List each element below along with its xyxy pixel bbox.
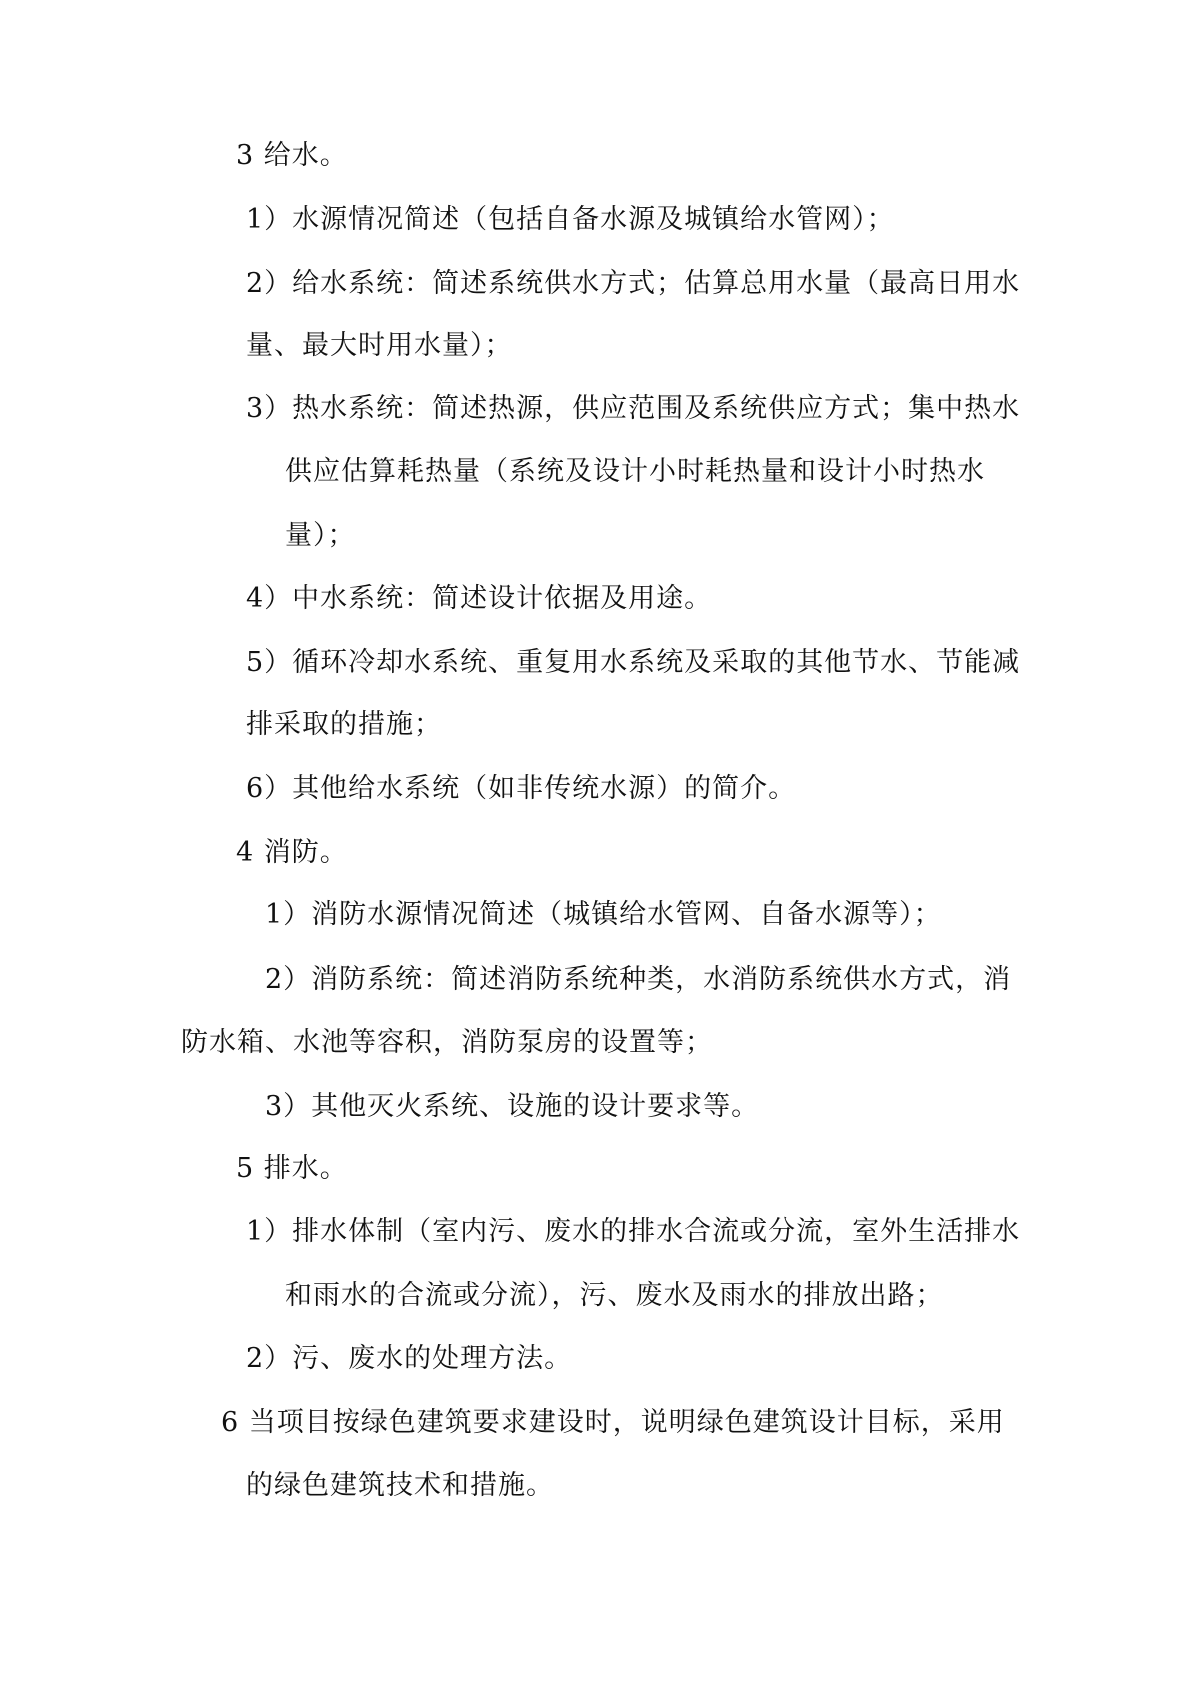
list-item: 3）其他灭火系统、设施的设计要求等。 [265, 1091, 760, 1122]
list-item: 5）循环冷却水系统、重复用水系统及采取的其他节水、节能减 [246, 647, 1021, 678]
list-item-continuation: 和雨水的合流或分流），污、废水及雨水的排放出路； [285, 1280, 944, 1311]
list-item: 4）中水系统：简述设计依据及用途。 [246, 583, 713, 614]
list-item-continuation: 防水箱、水池等容积，消防泵房的设置等； [181, 1027, 713, 1058]
section-heading-fire-protection: 4 消防。 [236, 837, 348, 868]
list-item: 6）其他给水系统（如非传统水源）的简介。 [246, 773, 797, 804]
list-item-continuation: 量、最大时用水量）； [246, 330, 513, 361]
list-item-continuation: 量）； [285, 520, 356, 551]
list-item: 1）水源情况简述（包括自备水源及城镇给水管网）； [246, 204, 895, 235]
list-item: 1）消防水源情况简述（城镇给水管网、自备水源等）； [265, 899, 942, 930]
section-heading-green-building: 6 当项目按绿色建筑要求建设时，说明绿色建筑设计目标，采用 [221, 1407, 1005, 1438]
list-item: 2）污、废水的处理方法。 [246, 1343, 573, 1374]
section-continuation: 的绿色建筑技术和措施。 [246, 1470, 554, 1501]
section-heading-drainage: 5 排水。 [236, 1153, 348, 1184]
list-item: 2）消防系统：简述消防系统种类，水消防系统供水方式，消 [265, 964, 1012, 995]
list-item: 2）给水系统：简述系统供水方式；估算总用水量（最高日用水 [246, 268, 1021, 299]
list-item: 3）热水系统：简述热源，供应范围及系统供应方式；集中热水 [246, 393, 1021, 424]
section-heading-water-supply: 3 给水。 [236, 140, 348, 171]
list-item-continuation: 排采取的措施； [246, 709, 442, 740]
list-item: 1）排水体制（室内污、废水的排水合流或分流，室外生活排水 [246, 1216, 1021, 1247]
list-item-continuation: 供应估算耗热量（系统及设计小时耗热量和设计小时热水 [285, 456, 985, 487]
